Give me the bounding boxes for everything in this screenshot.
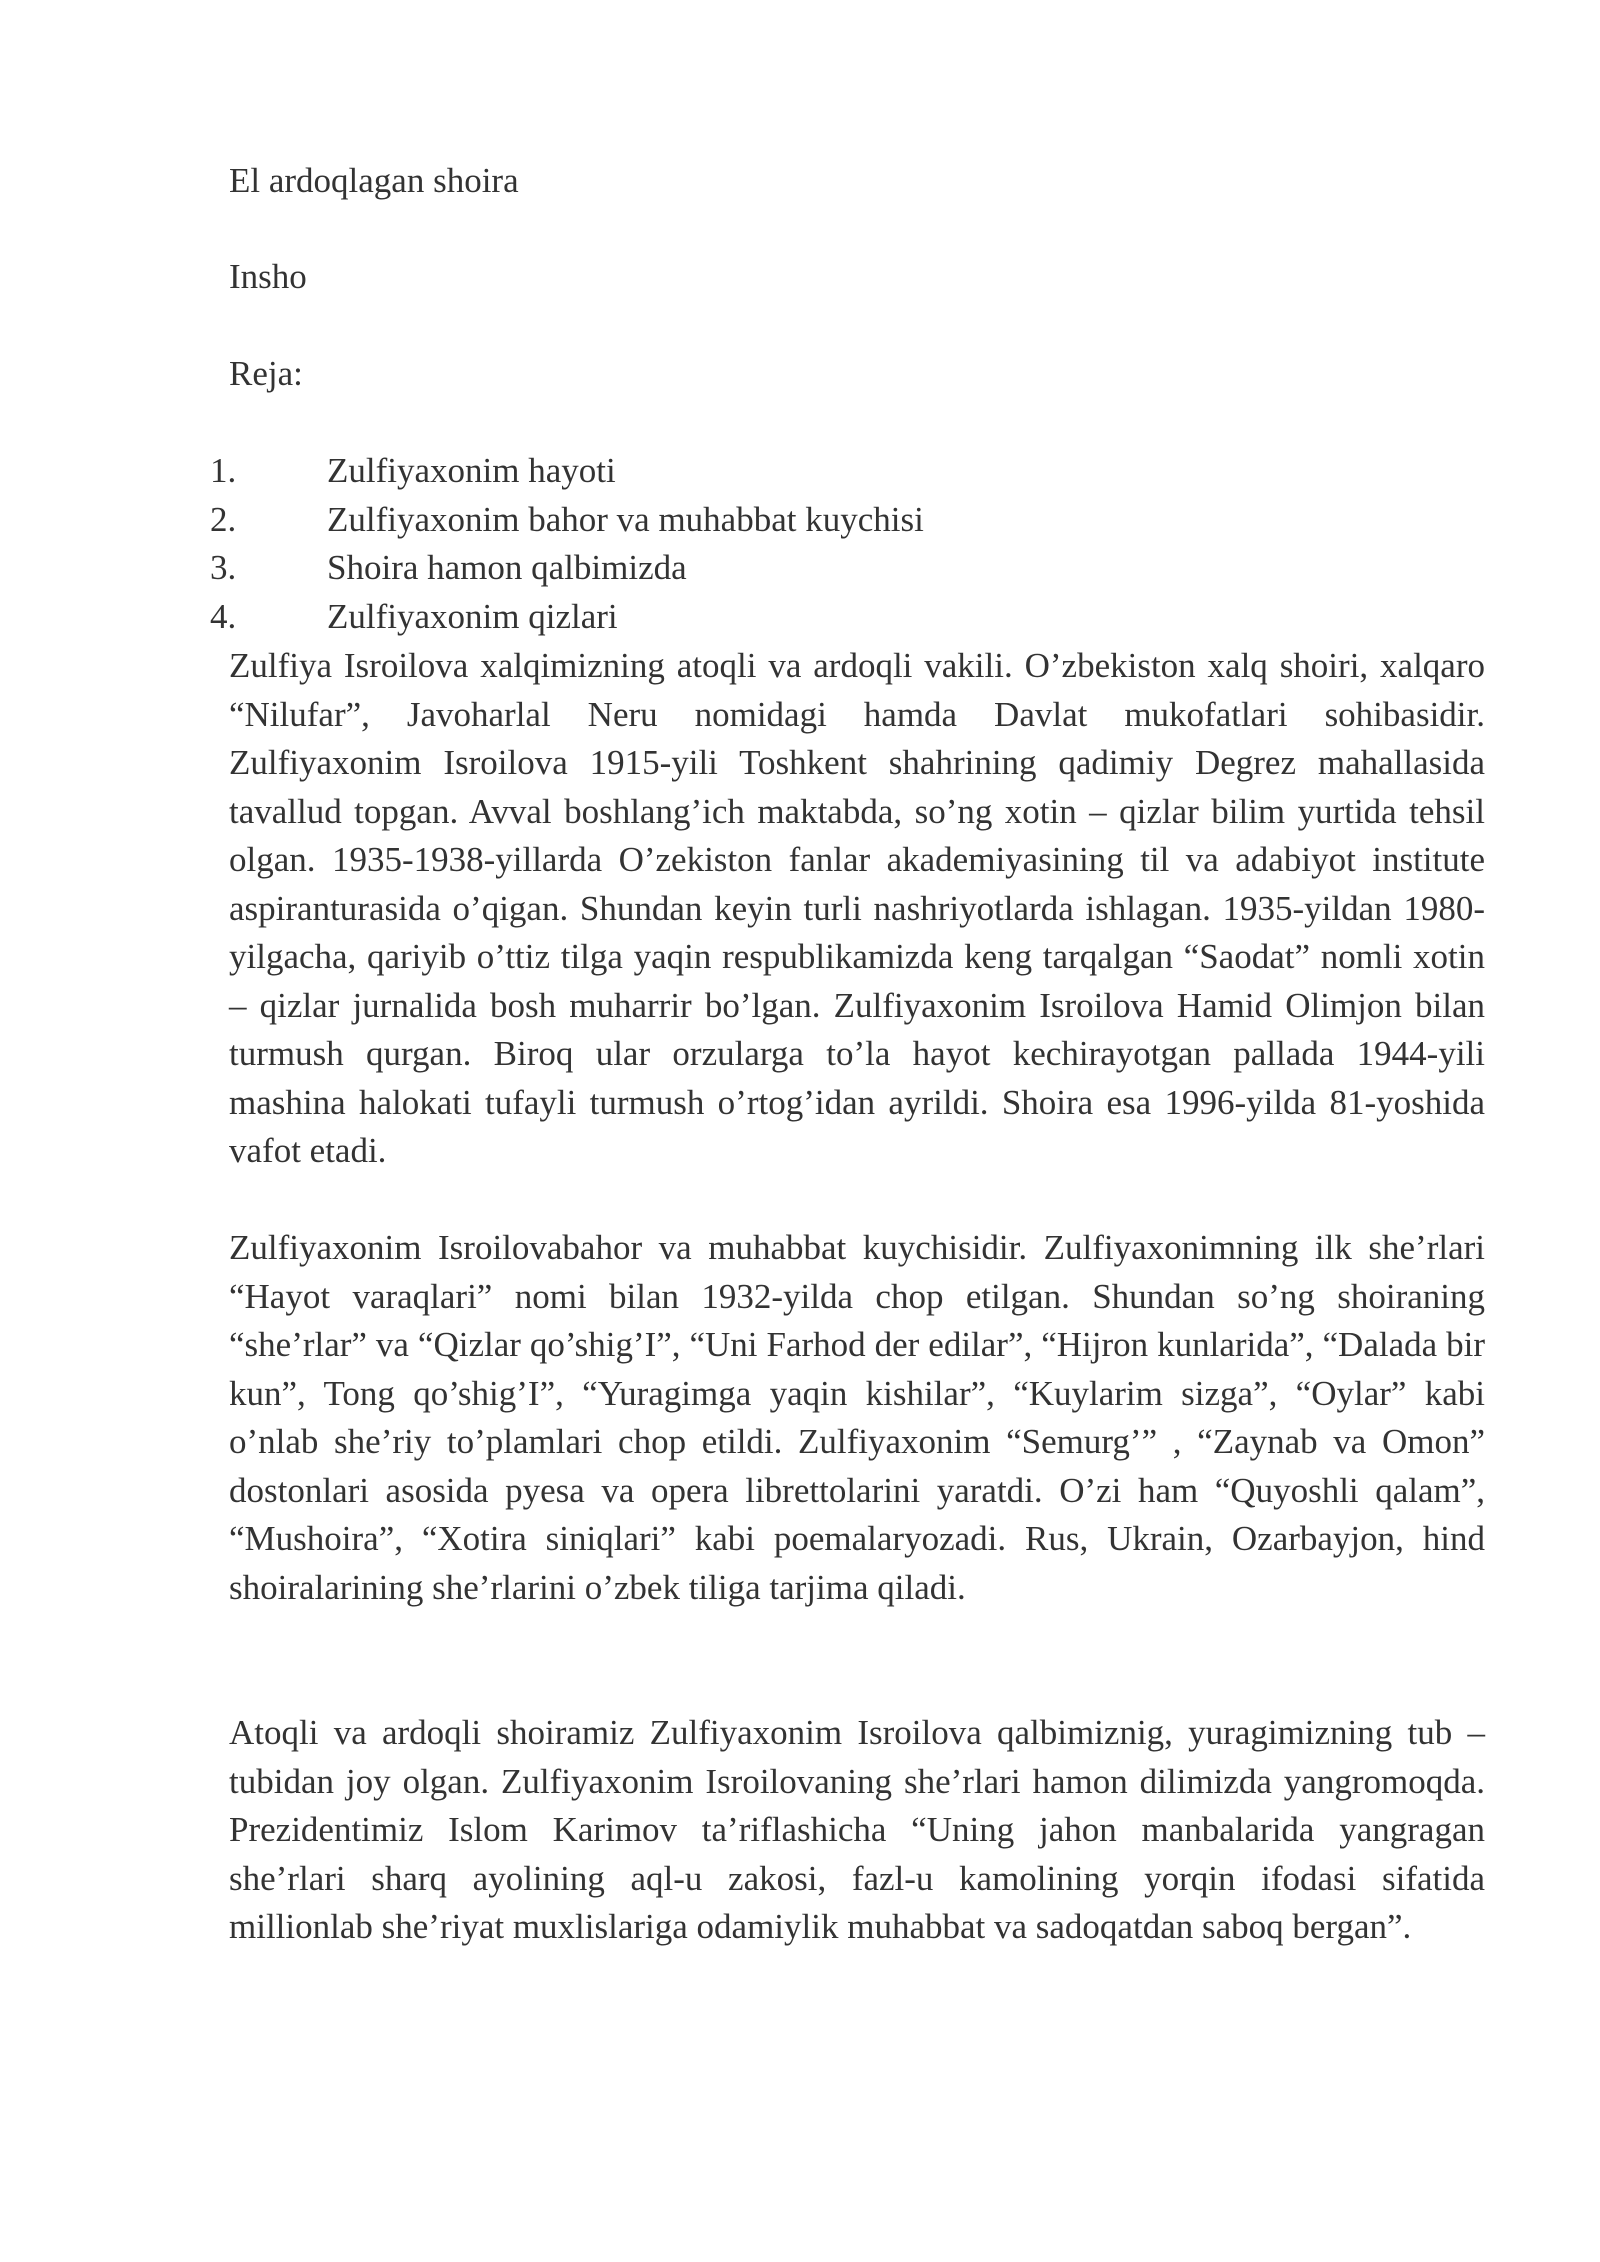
plan-item [210, 593, 1210, 642]
plan-item [210, 496, 1210, 545]
plan-item [210, 544, 1210, 593]
body-paragraph-legacy: Atoqli va ardoqli shoiramiz Zulfiyaxonim Isroilova qalbimiznig, yuragimizning tub – tubidan joy olgan. Zulfiyaxonim Isroilovaning she’rlari hamon dilimizda yangromoqda. Prezidentimiz Islom Karimov ta’riflashicha “Uning jahon manbalarida yangragan she’rlari sharq ayolining aql-u zakosi, fazl-u kamolining yorqin ifodasi sifatida millionlab she’riyat muxlislariga odamiylik muhabbat va sadoqatdan saboq bergan”. [229, 1713, 1485, 1946]
body-paragraph-works: Zulfiyaxonim Isroilovabahor va muhabbat kuychisidir. Zulfiyaxonimning ilk she’rlari “Hayot varaqlari” nomi bilan 1932-yilda chop etilgan. Shundan so’ng shoiraning “she’rlar” va “Qizlar qo’shig’I”, “Uni Farhod der edilar”, “Hijron kunlarida”, “Dalada bir kun”, Tong qo’shig’I”, “Yuragimga yaqin kishilar”, “Kuylarim sizga”, “Oylar” kabi o’nlab she’riy to’plamlari chop etildi. Zulfiyaxonim “Semurg’” , “Zaynab va Omon” dostonlari asosida pyesa va opera librettolarini yaratdi. O’zi ham “Quyoshli qalam”, “Mushoira”, “Xotira siniqlari” kabi poemalaryozadi. Rus, Ukrain, Ozarbayjon, hind shoiralarining she’rlarini o’zbek tiliga tarjima qiladi. [229, 1228, 1485, 1607]
body-paragraph-biography: Zulfiya Isroilova xalqimizning atoqli va ardoqli vakili. O’zbekiston xalq shoiri, xalqaro “Nilufar”, Javoharlal Neru nomidagi hamda Davlat mukofatlari sohibasidir. Zulfiyaxonim Isroilova 1915-yili Toshkent shahrining qadimiy Degrez mahallasida tavallud topgan. Avval boshlang’ich maktabda, so’ng xotin – qizlar bilim yurtida tehsil olgan. 1935-1938-yillarda O’zekiston fanlar akademiyasining til va adabiyot institute aspiranturasida o’qigan. Shundan keyin turli nashriyotlarda ishlagan. 1935-yildan 1980-yilgacha, qariyib o’ttiz tilga yaqin respublikamizda keng tarqalgan “Saodat” nomli xotin – qizlar jurnalida bosh muharrir bo’lgan. Zulfiyaxonim Isroilova Hamid Olimjon bilan turmush qurgan. Biroq ular orzularga to’la hayot kechirayotgan pallada 1944-yili mashina halokati tufayli turmush o’rtog’idan ayrildi. Shoira esa 1996-yilda 81-yoshida vafot etadi. [229, 646, 1485, 1170]
plan-item-number: 2. [210, 499, 237, 539]
document-genre: Insho [229, 257, 307, 296]
plan-item-text: Shoira hamon qalbimizda [327, 548, 687, 587]
plan-item-text: Zulfiyaxonim bahor va muhabbat kuychisi [327, 499, 924, 539]
document-title: El ardoqlagan shoira [229, 161, 519, 200]
plan-heading: Reja: [229, 354, 303, 393]
plan-item-text: Zulfiyaxonim qizlari [327, 596, 618, 636]
plan-list [210, 447, 1210, 641]
plan-item [210, 447, 1210, 496]
plan-item-text: Zulfiyaxonim hayoti [327, 451, 616, 490]
plan-item-number: 4. [210, 596, 237, 636]
plan-item-number: 3. [210, 548, 237, 587]
plan-item-number: 1. [210, 451, 237, 490]
